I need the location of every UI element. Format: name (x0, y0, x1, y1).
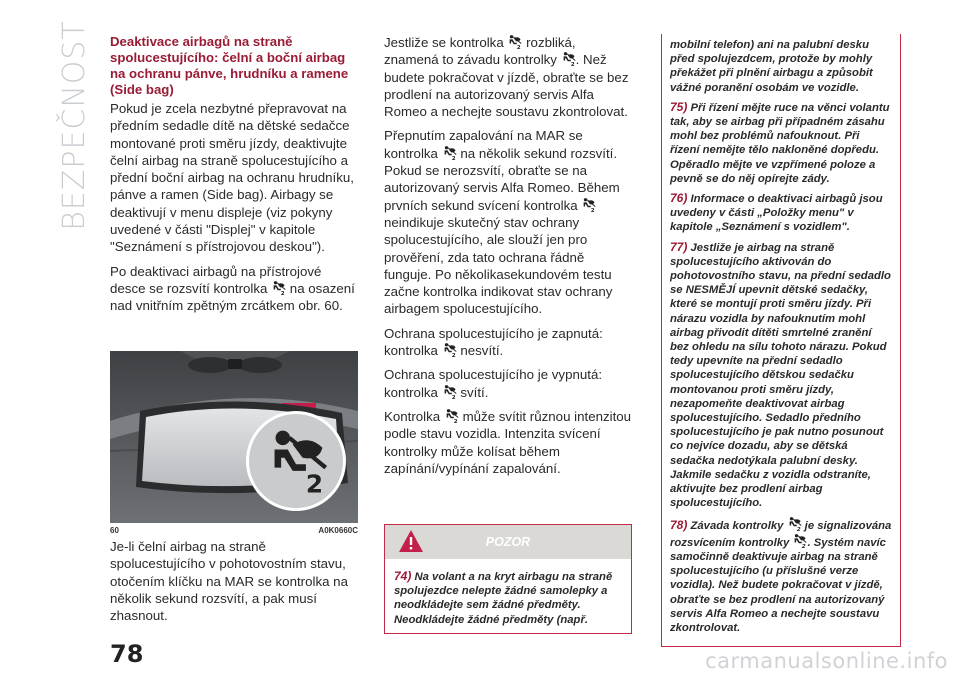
column-3 (661, 34, 901, 647)
warning-item-78: 78) Závada kontrolky je signalizována rozsvícením kontrolky . Systém navíc samočinně deaktivuje airbag na straně spolucestujícího (u příslušné verze vozidla). Než budete pokračovat v jízdě, obraťte se bez prodlení na autorizovaný servis Alfa Romeo a nechejte soustavu zkontrolovat. (670, 517, 892, 634)
airbag-off-icon (787, 516, 802, 532)
paragraph-intensity: Kontrolka může svítit různou intenzitou podle stavu vozidla. Intenzita svícení kontrolky může kolísat během zapínání/vypínání zapalování. (384, 408, 632, 476)
column-2 (384, 34, 632, 484)
column-1 (110, 34, 355, 322)
watermark: carmanualsonline.info (705, 649, 948, 673)
airbag-off-icon (442, 342, 457, 358)
airbag-off-icon (507, 34, 522, 50)
airbag-off-icon (263, 428, 329, 494)
paragraph-indicator: Po deaktivaci airbagů na přístrojové desce se rozsvítí kontrolka na osazení nad vnitřním zpětným zrcátkem obr. 60. (110, 263, 355, 314)
figure-number: 60 (110, 526, 119, 535)
section-heading: Deaktivace airbagů na straně spolucestujícího: čelní a boční airbag na ochranu pánve, hrudníku a ramene (Side bag) (110, 34, 349, 97)
warning-header (385, 525, 631, 559)
airbag-off-icon (444, 408, 459, 424)
paragraph-standby: Je-li čelní airbag na straně spolucestujícího v pohotovostním stavu, otočením klíčku na MAR se kontrolka na několik sekund rozsvítí, a pak musí zhasnout. (110, 539, 348, 624)
figure-60 (110, 343, 358, 551)
column-1-lower (110, 538, 358, 631)
paragraph-protection-on: Ochrana spolucestujícího je zapnutá: kontrolka nesvítí. (384, 325, 603, 359)
paragraph-protection-off: Ochrana spolucestujícího je vypnutá: kontrolka svítí. (384, 367, 603, 400)
paragraph-blinking: Jestliže se kontrolka rozbliká, znamená to závadu kontrolky . Než budete pokračovat v jízdě, obraťte se bez prodlení na autorizovaný servis Alfa Romeo a nechejte soustavu zkontrolovat. (384, 35, 629, 120)
warning-item-75: 75) Při řízení mějte ruce na věnci volantu tak, aby se airbag při případném zásahu mohl bez problémů nafouknout. Při řízení nemějte tělo nakloněné dopředu. Opěradlo mějte ve vzpřímené poloze a pevně se do něj opírejte zády. (670, 99, 890, 185)
figure-caption (110, 526, 358, 535)
airbag-off-icon (792, 533, 807, 549)
airbag-off-icon (271, 280, 286, 296)
airbag-off-icon (581, 197, 596, 213)
warning-item-76: 76) Informace o deaktivaci airbagů jsou uvedeny v části „Položky menu" v kapitole „Seznámení s vozidlem". (670, 191, 883, 234)
airbag-off-icon (442, 145, 457, 161)
warning-box (384, 524, 632, 634)
warning-item-74: 74) Na volant a na kryt airbagu na straně spolujezdce nelepte žádné samolepky a neodkládejte sem žádné předměty. Neodkládejte žádné předměty (např. (394, 569, 613, 626)
paragraph-ignition-test: Přepnutím zapalování na MAR se kontrolka na několik sekund rozsvítí. Pokud se nerozsvítí, obraťte se na autorizovaný servis Alfa Romeo. Během prvních sekund svícení kontrolka neindikuje skutečný stav ochrany spolucestujícího, ale slouží jen pro prověření, zda tato ochrana řádně funguje. Po několikasekundovém testu začne kontrolka indikovat stav ochrany airbagem spolucestujícího. (384, 128, 620, 317)
warning-item-77: 77) Jestliže je airbag na straně spolucestujícího aktivován do pohotovostního stavu, na přední sedadlo se NESMĚJÍ upevnit dětské sedačky, které se montují proti směru jízdy. Při nárazu vozidla by nafouknutím mohl airbag přivodit dítěti smrtelné zranění bez ohledu na sílu tohoto nárazu. Pokud tedy upevníte na přední sedadlo spolucestujícího dětskou sedačku montovanou proti směru jízdy, nezapomeňte deaktivovat airbag spolucestujícího. Sedadlo předního spolucestujícího je pak nutno posunout co nejvíce dozadu, aby se dětská sedačka nedotýkala palubní desky. Jakmile sedačku z vozidla odstraníte, aktivujte bez prodlení airbag spolucestujícího. (670, 239, 891, 510)
warning-container (384, 512, 632, 634)
airbag-off-indicator-zoom (246, 411, 346, 511)
paragraph-deactivation: Pokud je zcela nezbytné přepravovat na předním sedadle dítě na dětské sedačce montované proti směru jízdy, deaktivujte čelní airbag na straně spolucestujícího a přední boční airbag na ochranu hrudníku, pánve a ramen (Side bag). Airbagy se deaktivují v menu displeje (viz pokyny uvedené v části "Displej" v kapitole "Seznámení s přístrojovou deskou"). (110, 101, 354, 255)
warning-title: POZOR (485, 535, 531, 549)
airbag-off-icon (442, 384, 457, 400)
warning-continuation-box (661, 34, 901, 647)
warning-body (385, 559, 631, 633)
airbag-off-icon (561, 51, 576, 67)
page-number: 78 (110, 640, 144, 668)
section-title: BEZPEČNOST (56, 19, 92, 231)
warning-triangle-icon (398, 529, 424, 553)
warning-item-74-continued: mobilní telefon) ani na palubní desku před spolujezdcem, protože by mohly překážet při plnění airbagu a způsobit vážné poranění osobám ve vozidle. (670, 39, 873, 94)
rearview-mirror-image (110, 351, 358, 523)
figure-code: A0K0660C (318, 526, 358, 535)
